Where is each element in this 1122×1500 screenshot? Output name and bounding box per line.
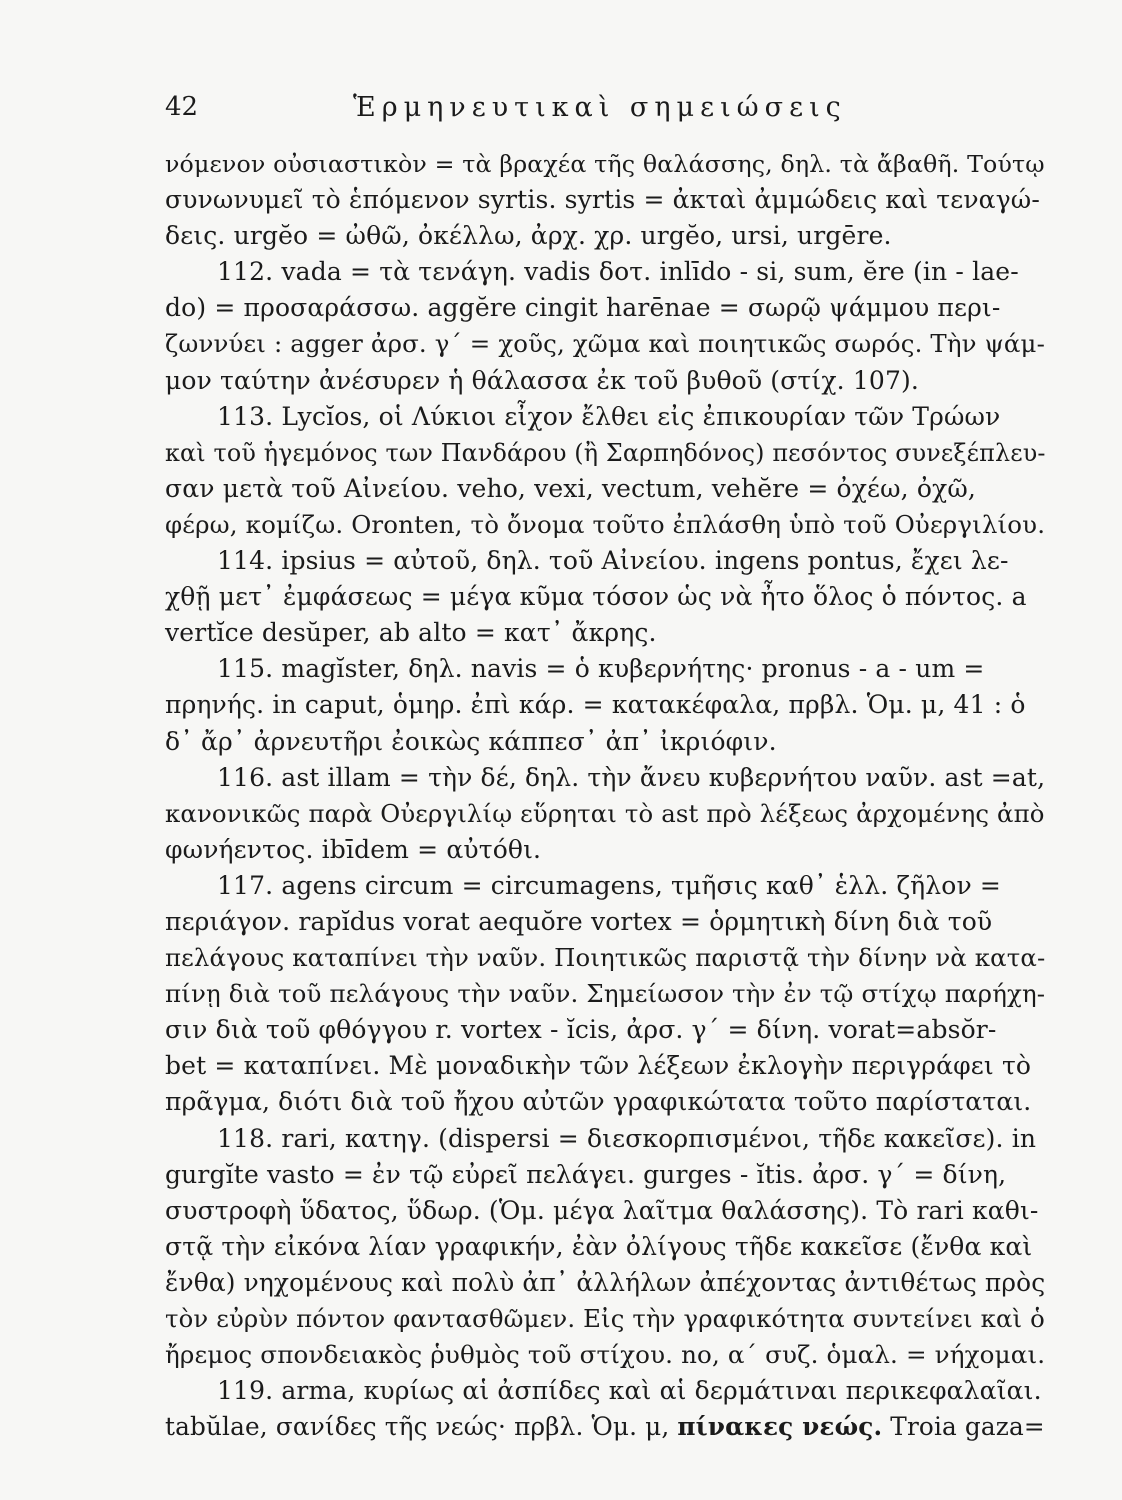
last-line-before: tabŭlae, σανίδες τῆς νεώς· πρβλ. Ὁμ. μ,: [165, 1412, 678, 1442]
text-line: σαν μετὰ τοῦ Αἰνείου. veho, vexi, vectum, vehĕre = ὀχέω, ὀχῶ,: [165, 473, 976, 503]
text-line: σιν διὰ τοῦ φθόγγου r. vortex - ĭcis, ἀρσ. γ΄ = δίνη. vorat=absŏr-: [165, 1015, 997, 1045]
text-line: 119. arma, κυρίως αἱ ἀσπίδες καὶ αἱ δερμάτιναι περικεφαλαῖαι.: [217, 1376, 1042, 1406]
text-line: στᾷ τὴν εἰκόνα λίαν γραφικήν, ἐὰν ὀλίγους τῆδε κακεῖσε (ἔνθα καὶ: [165, 1231, 1033, 1261]
text-line: τὸν εὐρὺν πόντον φαντασθῶμεν. Εἰς τὴν γραφικότητα συντείνει καὶ ὁ: [165, 1304, 1045, 1333]
text-line: 118. rari, κατηγ. (dispersi = διεσκορπισμένοι, τῆδε κακεῖσε). in: [217, 1123, 1037, 1153]
text-line: πίνῃ διὰ τοῦ πελάγους τὴν ναῦν. Σημείωσον τὴν ἐν τῷ στίχῳ παρήχη-: [165, 979, 1046, 1009]
last-line-after: Troia gaza=: [882, 1412, 1045, 1442]
text-line: do) = προσαράσσω. aggĕre cingit harēnae = σωρῷ ψάμμου περι-: [165, 293, 1001, 323]
text-line: χθῇ μετ᾽ ἐμφάσεως = μέγα κῦμα τόσον ὡς νὰ ἦτο ὅλος ὁ πόντος. a: [165, 582, 1027, 612]
text-line: μον ταύτην ἀνέσυρεν ἡ θάλασσα ἐκ τοῦ βυθοῦ (στίχ. 107).: [165, 365, 920, 395]
page-number: 42: [165, 92, 199, 122]
text-line: συστροφὴ ὕδατος, ὕδωρ. (Ὁμ. μέγα λαῖτμα θαλάσσης). Τὸ rari καθι-: [165, 1195, 1039, 1225]
text-line: 114. ipsius = αὐτοῦ, δηλ. τοῦ Αἰνείου. ingens pontus, ἔχει λε-: [217, 546, 1009, 576]
text-line: πρᾶγμα, διότι διὰ τοῦ ἤχου αὐτῶν γραφικώτατα τοῦτο παρίσταται.: [165, 1087, 1032, 1117]
text-line: δεις. urgĕo = ὠθῶ, ὀκέλλω, ἀρχ. χρ. urgĕo, ursi, urgēre.: [165, 221, 892, 251]
text-line: ἤρεμος σπονδειακὸς ῥυθμὸς τοῦ στίχου. no, α΄ συζ. ὁμαλ. = νήχομαι.: [165, 1340, 1046, 1370]
text-line: πρηνής. in caput, ὁμηρ. ἐπὶ κάρ. = κατακέφαλα, πρβλ. Ὁμ. μ, 41 : ὁ: [165, 690, 1026, 720]
text-line: καὶ τοῦ ἡγεμόνος των Πανδάρου (ἢ Σαρπηδόνος) πεσόντος συνεξέπλευ-: [165, 438, 1046, 467]
text-line: ἔνθα) νηχομένους καὶ πολὺ ἀπ᾽ ἀλλήλων ἀπέχοντας ἀντιθέτως πρὸς: [165, 1267, 1046, 1297]
text-line: [165, 1409, 1045, 1445]
commentary-text: [165, 146, 1045, 1445]
text-line: φέρω, κομίζω. Oronten, τὸ ὄνομα τοῦτο ἐπλάσθη ὑπὸ τοῦ Οὐεργιλίου.: [165, 509, 1046, 539]
text-line: vertĭce desŭper, ab alto = κατ᾽ ἄκρης.: [165, 618, 657, 648]
text-line: bet = καταπίνει. Μὲ μοναδικὴν τῶν λέξεων ἐκλογὴν περιγράφει τὸ: [165, 1051, 1032, 1081]
text-line: ζωννύει : agger ἀρσ. γ΄ = χοῦς, χῶμα καὶ ποιητικῶς σωρός. Τὴν ψάμ-: [165, 329, 1045, 359]
text-line: περιάγον. rapĭdus vorat aequŏre vortex = ὁρμητικὴ δίνη διὰ τοῦ: [165, 906, 993, 936]
text-line: 117. agens circum = circumagens, τμῆσις καθ᾽ ἑλλ. ζῆλον =: [217, 870, 1002, 900]
text-line: φωνήεντος. ibīdem = αὐτόθι.: [165, 834, 542, 864]
page-header: [165, 92, 995, 136]
text-line: 116. ast illam = τὴν δέ, δηλ. τὴν ἄνευ κυβερνήτου ναῦν. ast =at,: [217, 762, 1046, 792]
text-line: δ᾽ ἄρ᾽ ἀρνευτῆρι ἐοικὼς κάππεσ᾽ ἀπ᾽ ἰκριόφιν.: [165, 726, 777, 756]
running-title: Ἑρμηνευτικαὶ σημειώσεις: [353, 92, 847, 123]
text-line: gurgĭte vasto = ἐν τῷ εὐρεῖ πελάγει. gurges - ĭtis. ἀρσ. γ΄ = δίνη,: [165, 1159, 1007, 1189]
last-line-bold: πίνακες νεώς.: [677, 1412, 883, 1442]
text-line: 113. Lycĭos, οἱ Λύκιοι εἶχον ἔλθει εἰς ἐπικουρίαν τῶν Τρώων: [217, 401, 1001, 431]
text-line: κανονικῶς παρὰ Οὐεργιλίῳ εὕρηται τὸ ast πρὸ λέξεως ἀρχομένης ἀπὸ: [165, 798, 1045, 828]
text-line: 115. magĭster, δηλ. navis = ὁ κυβερνήτης· pronus - a - um =: [217, 654, 985, 684]
text-line: 112. vada = τὰ τενάγη. vadis δοτ. inlīdo - si, sum, ĕre (in - lae-: [217, 257, 1019, 287]
text-line: συνωνυμεῖ τὸ ἑπόμενον syrtis. syrtis = ἀκταὶ ἀμμώδεις καὶ τεναγώ-: [165, 185, 1040, 215]
text-line: νόμενον οὐσιαστικὸν = τὰ βραχέα τῆς θαλάσσης, δηλ. τὰ ἄβαθῆ. Τούτῳ: [165, 150, 1045, 178]
text-line: πελάγους καταπίνει τὴν ναῦν. Ποιητικῶς παριστᾷ τὴν δίνην νὰ κατα-: [165, 943, 1046, 973]
